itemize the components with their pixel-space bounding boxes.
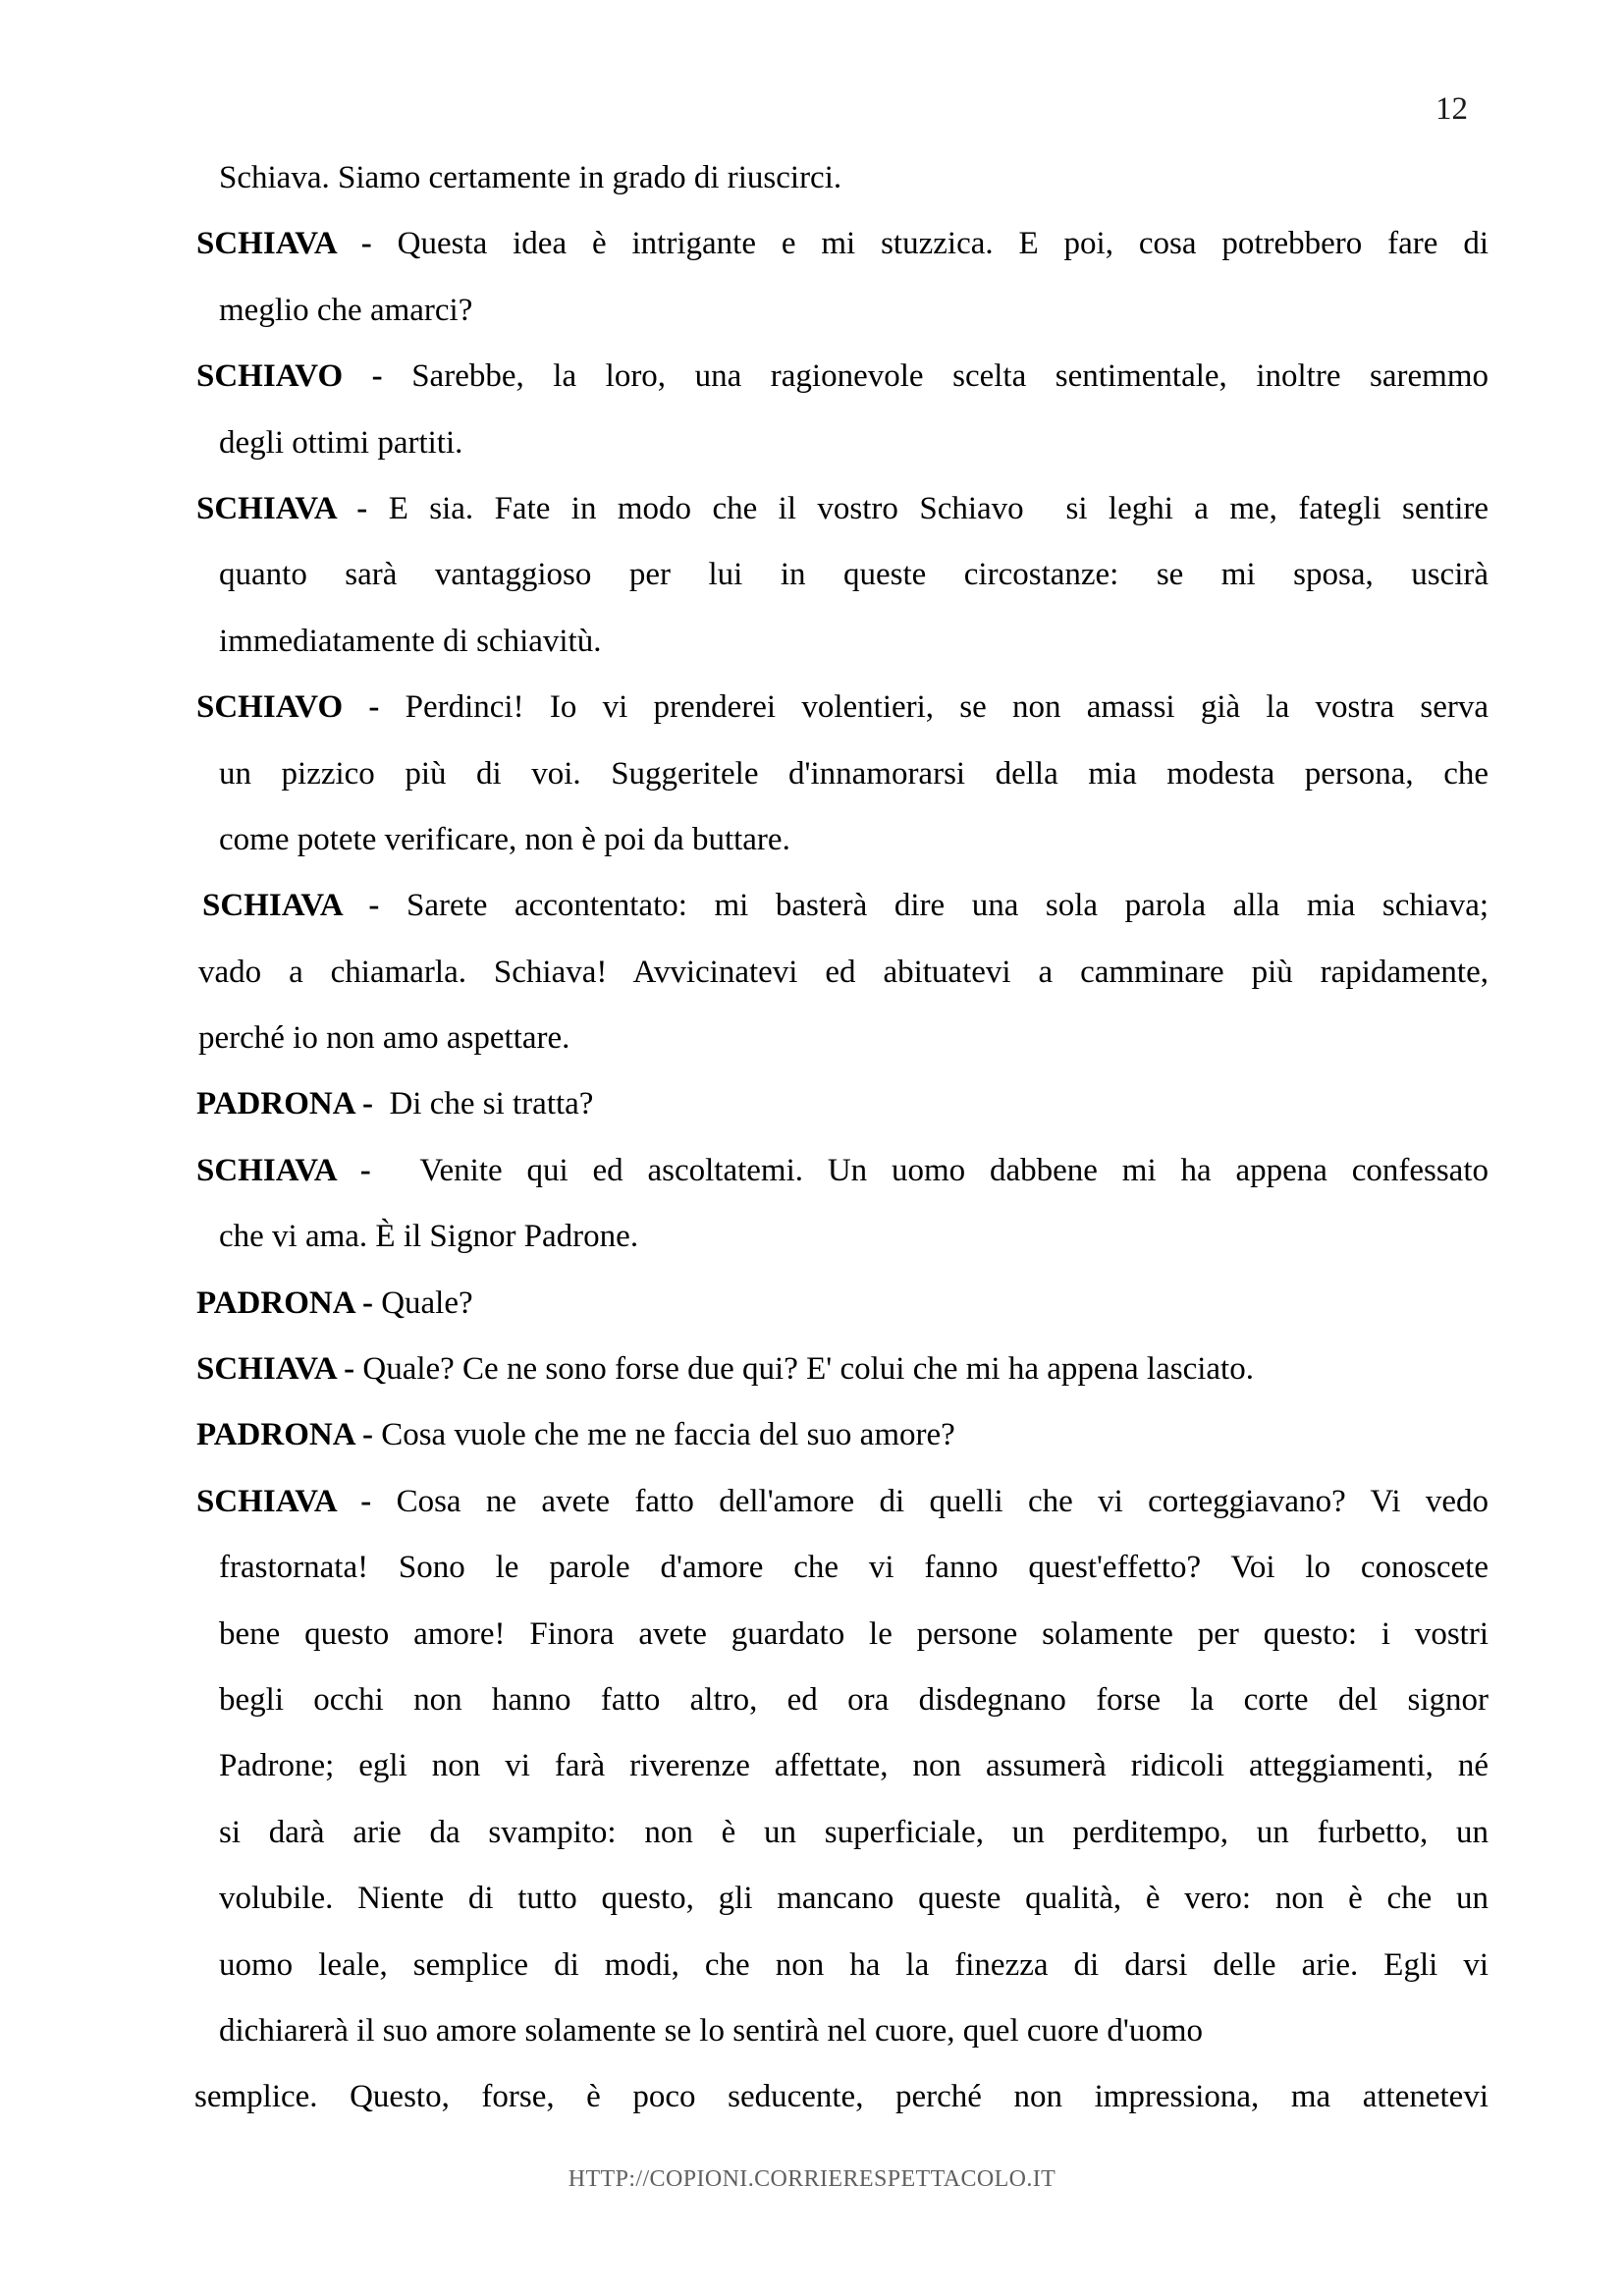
speaker-name: SCHIAVA -: [196, 490, 368, 526]
dialogue-line: [219, 542, 1489, 608]
dialogue-line: [219, 1733, 1489, 1799]
line-text: Venite qui ed ascoltatemi. Un uomo dabbene mi ha appena confessato: [395, 1152, 1489, 1188]
dialogue-line: [219, 1535, 1489, 1601]
line-text: immediatamente di schiavitù.: [219, 623, 602, 659]
dialogue-paragraph: [196, 873, 1489, 1071]
line-text: quanto sarà vantaggioso per lui in queste circostanze: se mi sposa, uscirà: [219, 557, 1489, 593]
dialogue-paragraph: [196, 1271, 1489, 1337]
line-text: come potete verificare, non è poi da buttare.: [219, 821, 790, 857]
dialogue-line: [219, 145, 1489, 211]
dialogue-paragraph: [196, 1469, 1489, 2131]
dialogue-line: [196, 211, 1489, 277]
dialogue-line: [219, 741, 1489, 807]
dialogue-line: [219, 1800, 1489, 1866]
line-text: begli occhi non hanno fatto altro, ed ora disdegnano forse la corte del signor: [219, 1681, 1489, 1718]
line-text: Padrone; egli non vi farà riverenze affettate, non assumerà ridicoli atteggiamenti, né: [219, 1748, 1489, 1784]
dialogue-line: [219, 1998, 1489, 2064]
script-content: [196, 145, 1489, 2131]
dialogue-paragraph: [196, 1138, 1489, 1271]
dialogue-line: [198, 1006, 1489, 1071]
footer-url: HTTP://COPIONI.CORRIERESPETTACOLO.IT: [568, 2166, 1056, 2192]
dialogue-line: [219, 1602, 1489, 1667]
speaker-name: SCHIAVA -: [196, 1152, 371, 1188]
speaker-name: SCHIAVO -: [196, 689, 380, 726]
speaker-name: SCHIAVA -: [196, 1483, 372, 1519]
dialogue-line: [219, 1866, 1489, 1932]
dialogue-paragraph: [196, 1402, 1489, 1468]
speaker-name: SCHIAVO -: [196, 358, 383, 395]
line-text: degli ottimi partiti.: [219, 424, 463, 461]
dialogue-line: [196, 1402, 1489, 1468]
line-text: Quale? Ce ne sono forse due qui? E' colui che mi ha appena lasciato.: [362, 1351, 1254, 1388]
line-text: Sarete accontentato: mi basterà dire una sola parola alla mia schiava;: [406, 888, 1489, 924]
dialogue-line: [196, 1337, 1489, 1402]
speaker-name: PADRONA -: [196, 1417, 373, 1453]
dialogue-line: [219, 609, 1489, 675]
line-text: frastornata! Sono le parole d'amore che vi fanno quest'effetto? Voi lo conoscete: [219, 1550, 1489, 1586]
line-text: volubile. Niente di tutto questo, gli mancano queste qualità, è vero: non è che un: [219, 1881, 1489, 1917]
line-text: Cosa ne avete fatto dell'amore di quelli che vi corteggiavano? Vi vedo: [396, 1483, 1489, 1519]
dialogue-line: [196, 1271, 1489, 1337]
line-text: che vi ama. È il Signor Padrone.: [219, 1219, 639, 1255]
speaker-name: PADRONA -: [196, 1285, 373, 1321]
dialogue-line: [196, 1138, 1489, 1204]
line-text: dichiarerà il suo amore solamente se lo sentirà nel cuore, quel cuore d'uomo: [219, 2012, 1204, 2049]
dialogue-paragraph: [196, 211, 1489, 344]
dialogue-line: [196, 476, 1489, 542]
dialogue-line: [219, 1667, 1489, 1733]
dialogue-paragraph: [196, 1071, 1489, 1137]
dialogue-line: [198, 940, 1489, 1006]
line-text: Di che si tratta?: [381, 1086, 594, 1122]
line-text: Perdinci! Io vi prenderei volentieri, se non amassi già la vostra serva: [405, 689, 1489, 726]
dialogue-paragraph: [196, 344, 1489, 476]
dialogue-line: [194, 2064, 1489, 2130]
line-text: Sarebbe, la loro, una ragionevole scelta sentimentale, inoltre saremmo: [411, 358, 1489, 395]
dialogue-paragraph: [196, 476, 1489, 675]
line-text: bene questo amore! Finora avete guardato le persone solamente per questo: i vostri: [219, 1615, 1489, 1652]
dialogue-line: [219, 807, 1489, 873]
dialogue-paragraph: [196, 1337, 1489, 1402]
line-text: E sia. Fate in modo che il vostro Schiavo si leghi a me, fategli sentire: [388, 490, 1489, 526]
speaker-name: SCHIAVA -: [196, 226, 372, 262]
dialogue-line: [196, 1469, 1489, 1535]
dialogue-line: [196, 1071, 1489, 1137]
continuation-paragraph: [196, 145, 1489, 211]
line-text: vado a chiamarla. Schiava! Avvicinatevi ed abituatevi a camminare più rapidamente,: [198, 954, 1489, 990]
line-text: meglio che amarci?: [219, 292, 473, 328]
line-text: uomo leale, semplice di modi, che non ha la finezza di darsi delle arie. Egli vi: [219, 1946, 1489, 1983]
dialogue-line: [219, 1933, 1489, 1998]
dialogue-line: [219, 410, 1489, 476]
line-text: perché io non amo aspettare.: [198, 1020, 570, 1057]
speaker-name: SCHIAVA -: [196, 1351, 355, 1388]
dialogue-line: [196, 675, 1489, 740]
dialogue-paragraph: [196, 675, 1489, 873]
dialogue-line: [219, 278, 1489, 344]
speaker-name: SCHIAVA -: [202, 888, 380, 924]
line-text: Schiava. Siamo certamente in grado di riuscirci.: [219, 160, 842, 195]
line-text: Quale?: [381, 1285, 473, 1321]
line-text: Questa idea è intrigante e mi stuzzica. E poi, cosa potrebbero fare di: [397, 226, 1489, 262]
dialogue-line: [196, 344, 1489, 410]
line-text: Cosa vuole che me ne faccia del suo amore?: [381, 1417, 955, 1453]
speaker-name: PADRONA -: [196, 1086, 373, 1122]
line-text: si darà arie da svampito: non è un superficiale, un perditempo, un furbetto, un: [219, 1814, 1489, 1850]
dialogue-line: [202, 873, 1489, 939]
line-text: semplice. Questo, forse, è poco seducente, perché non impressiona, ma attenetevi: [194, 2079, 1489, 2115]
line-text: un pizzico più di voi. Suggeritele d'innamorarsi della mia modesta persona, che: [219, 755, 1489, 792]
page-number: 12: [1435, 91, 1468, 127]
dialogue-line: [219, 1204, 1489, 1270]
